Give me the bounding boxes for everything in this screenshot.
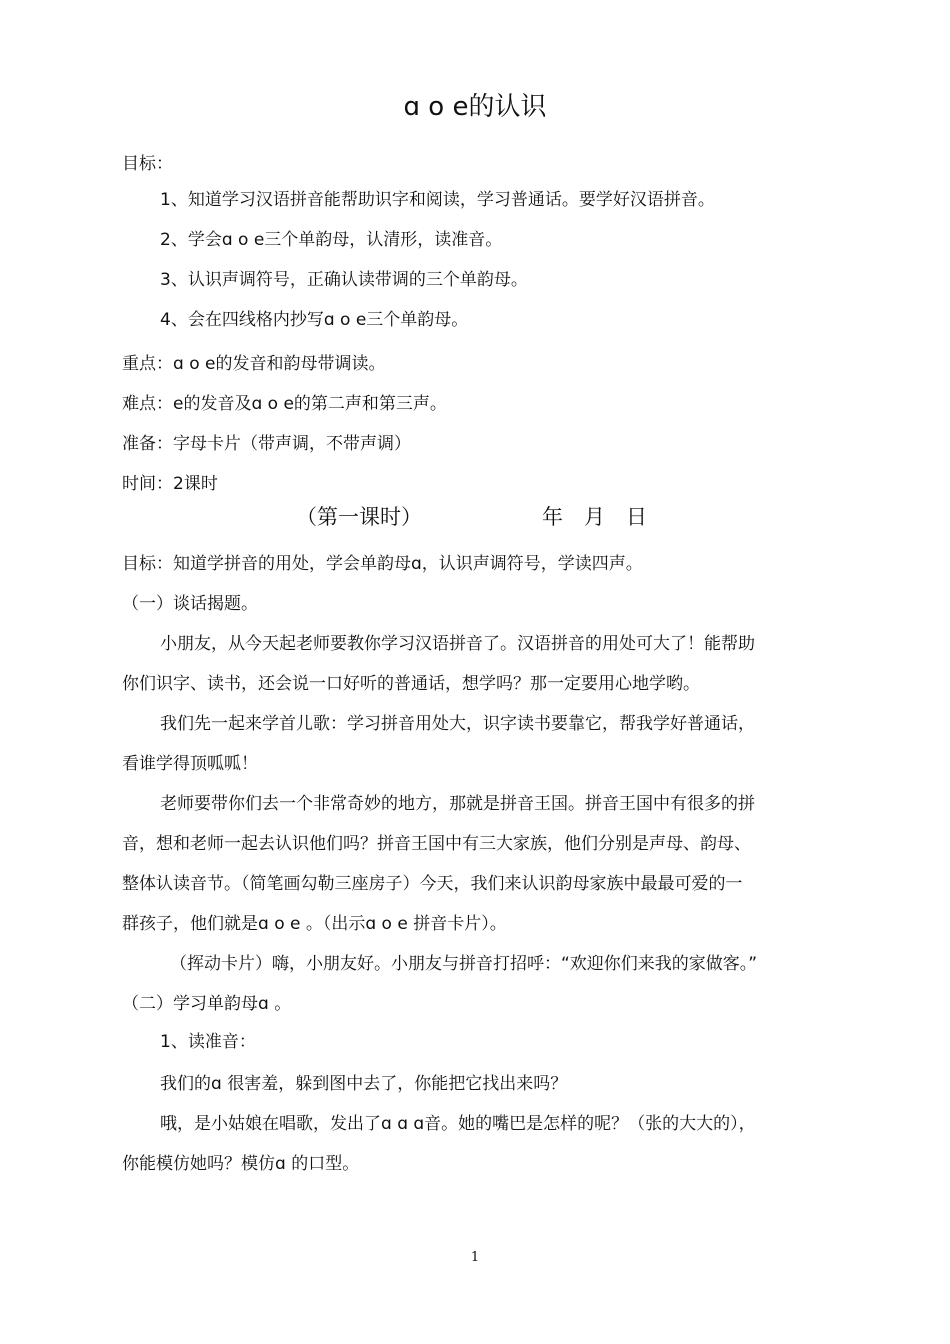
body-line: 你们识字、读书，还会说一口好听的普通话，想学吗？那一定要用心地学哟。 [122, 674, 700, 694]
session-goal: 目标：知道学拼音的用处，学会单韵母ɑ，认识声调符号，学读四声。 [122, 554, 643, 574]
body-line: 老师要带你们去一个非常奇妙的地方，那就是拼音王国。拼音王国中有很多的拼 [160, 794, 755, 814]
section-heading: （一）谈话揭题。 [122, 594, 258, 614]
goals-heading: 目标： [122, 154, 173, 174]
goal-item: 4、会在四线格内抄写ɑ o e三个单韵母。 [160, 310, 469, 330]
body-line: 音，想和老师一起去认识他们吗？拼音王国中有三大家族，他们分别是声母、韵母、 [122, 834, 751, 854]
section-heading: （二）学习单韵母ɑ 。 [122, 994, 292, 1014]
body-line: 整体认读音节。（简笔画勾勒三座房子）今天，我们来认识韵母家族中最最可爱的一 [122, 874, 743, 894]
difficulty: 难点：e的发音及ɑ o e的第二声和第三声。 [122, 394, 447, 414]
page-title: ɑ o e的认识 [403, 92, 547, 122]
date-line: 年 月 日 [542, 505, 647, 529]
key-point: 重点：ɑ o e的发音和韵母带调读。 [122, 354, 386, 374]
goal-item: 2、学会ɑ o e三个单韵母，认清形，读准音。 [160, 230, 503, 250]
body-line: （挥动卡片）嗨，小朋友好。小朋友与拼音打招呼：“欢迎你们来我的家做客。” [170, 954, 758, 974]
session-title: （第一课时） [296, 505, 422, 529]
subsection-heading: 1、读准音： [160, 1032, 256, 1052]
body-line: 群孩子，他们就是ɑ o e 。（出示ɑ o e 拼音卡片）。 [122, 914, 507, 934]
body-line: 小朋友，从今天起老师要教你学习汉语拼音了。汉语拼音的用处可大了！能帮助 [160, 634, 755, 654]
body-line: 看谁学得顶呱呱！ [122, 754, 258, 774]
body-line: 我们的ɑ 很害羞，躲到图中去了，你能把它找出来吗？ [160, 1074, 568, 1094]
body-line: 哦，是小姑娘在唱歌，发出了ɑ ɑ ɑ音。她的嘴巴是怎样的呢？（张的大大的）， [160, 1114, 756, 1134]
class-time: 时间：2课时 [122, 474, 218, 494]
page-number: 1 [470, 1250, 480, 1265]
preparation: 准备：字母卡片（带声调，不带声调） [122, 434, 411, 454]
body-line: 我们先一起来学首儿歌：学习拼音用处大，识字读书要靠它，帮我学好普通话， [160, 714, 755, 734]
goal-item: 3、认识声调符号，正确认读带调的三个单韵母。 [160, 270, 528, 290]
body-line: 你能模仿她吗？模仿ɑ 的口型。 [122, 1154, 360, 1174]
goal-item: 1、知道学习汉语拼音能帮助识字和阅读，学习普通话。要学好汉语拼音。 [160, 190, 715, 210]
